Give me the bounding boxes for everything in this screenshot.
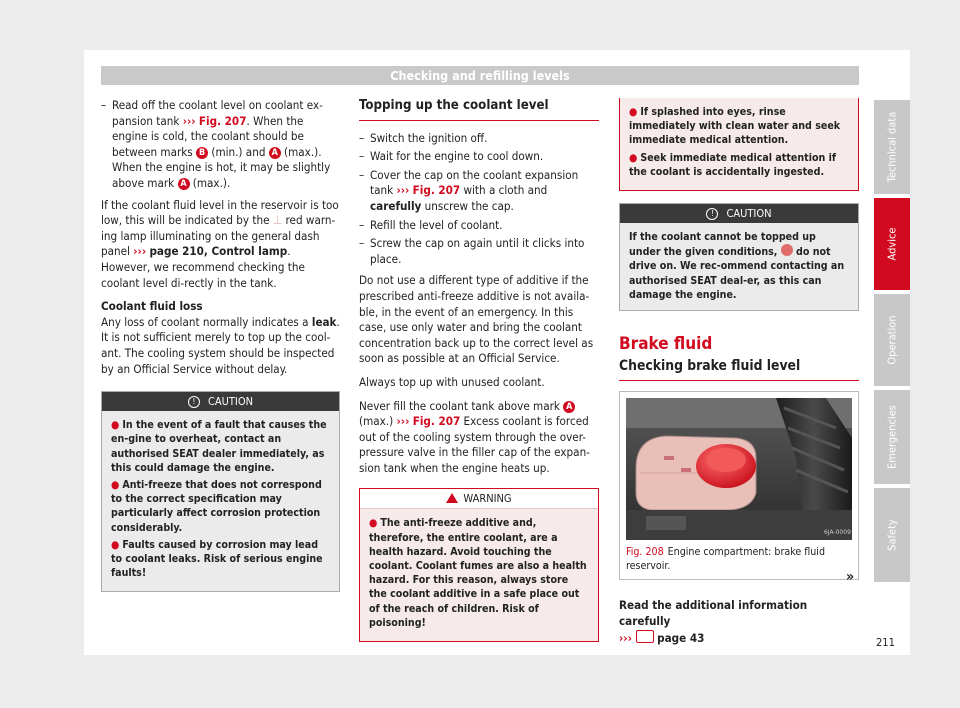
step: – Cover the cap on the coolant expansion tank ››› Fig. 207 with a cloth and carefully unscrew the cap. — [359, 168, 599, 215]
continue-marker: » — [846, 569, 855, 585]
topping-up-heading: Topping up the coolant level — [359, 98, 599, 121]
ref-arrow: ››› — [182, 113, 196, 128]
coolant-level-step: – Read off the coolant level on coolant ex-pansion tank ››› Fig. 207. When the engine is cold, the coolant should be between marks B (min.) and A (max.). When the engine is hot, it may be slightly above mark A (max.). — [101, 98, 340, 192]
caution-box-right: ! CAUTION If the coolant cannot be topped up under the given conditions, do not drive on. We rec-ommend contacting an authorised SEAT deal-er, as this can damage the engine. — [619, 203, 859, 311]
column-middle — [359, 98, 599, 642]
warning-box: WARNING ● The anti-freeze additive and, therefore, the entire coolant, are a health hazard. Avoid touching the coolant. Coolant fumes are also a health hazard. For this reason, always store the coolant additive in a safe place out of the reach of children. Risk of poisoning! — [359, 488, 599, 642]
stop-symbol-icon — [781, 244, 793, 256]
caution-icon: ! — [706, 208, 718, 220]
tab-emergencies[interactable]: Emergencies — [874, 390, 910, 484]
warning-item: ● Seek immediate medical attention if the coolant is accidentally ingested. — [629, 151, 837, 178]
tab-technical-data[interactable]: Technical data — [874, 100, 910, 194]
additive-paragraph: Do not use a different type of additive if the prescribed anti-freeze additive is not availa-ble, in the event of an emergency. In this case, use only water and bring the coolant concentration back up to the correct level as soon as possible at an Official Service. — [359, 273, 594, 366]
caution-item: ● Faults caused by corrosion may lead to coolant leaks. Risk of serious engine faults! — [111, 538, 323, 580]
read-more-text: Read the additional information carefully ››› page 43 — [619, 598, 808, 645]
mark-b-badge: B — [196, 147, 208, 159]
brake-fluid-heading: Brake fluid — [619, 334, 713, 355]
figure-208 — [619, 391, 859, 580]
unused-coolant-paragraph: Always top up with unused coolant. — [359, 374, 545, 389]
coolant-loss-heading: Coolant fluid loss — [101, 299, 203, 314]
tab-advice[interactable]: Advice — [874, 198, 910, 290]
column-right — [619, 98, 859, 654]
fig-207-link[interactable]: Fig. 207 — [412, 183, 461, 198]
overfill-paragraph: Never fill the coolant tank above mark A (max.) ››› Fig. 207 Excess coolant is forced out of the cooling system through the over-pressure valve in the filler cap of the expan-sion tank when the engine heats up. — [359, 398, 590, 475]
caution-box-left: ! CAUTION ● In the event of a fault that causes the en-gine to overheat, contact an authorised SEAT dealer immediately, as this could damage the engine. ● Anti-freeze that does not correspond to the correct specification may particularly affect corrosion protection considerably. ● Faults caused by corrosion may lead to coolant leaks. Risk of serious engine faults! — [101, 391, 340, 592]
caution-item: ● In the event of a fault that causes the en-gine to overheat, contact an authorised SEAT dealer immediately, as this could damage the engine. — [111, 419, 327, 474]
page-number: 211 — [876, 636, 895, 649]
control-lamp-link[interactable]: page 210, Control lamp — [149, 244, 288, 259]
fig-207-link[interactable]: Fig. 207 — [198, 113, 247, 128]
figure-code: 6JA-0009 — [824, 529, 851, 537]
caution-icon: ! — [188, 396, 200, 408]
caution-item: ● Anti-freeze that does not correspond to the correct specification may particularly affect corrosion protection considerably. — [111, 478, 322, 534]
warning-item: ● The anti-freeze additive and, therefore, the entire coolant, are a health hazard. Avoid touching the coolant. Coolant fumes are also a health hazard. For this reason, always store the coolant additive in a safe place out of the reach of children. Risk of poisoning! — [369, 517, 587, 629]
fig-207-link[interactable]: Fig. 207 — [412, 414, 461, 429]
mark-a-badge: A — [178, 178, 190, 190]
step: – Screw the cap on again until it clicks into place. — [359, 236, 599, 267]
column-left — [101, 98, 340, 592]
book-icon — [636, 630, 654, 643]
mark-a-badge: A — [269, 147, 281, 159]
step: – Switch the ignition off. — [359, 131, 599, 147]
tab-operation[interactable]: Operation — [874, 294, 910, 386]
step: – Refill the level of coolant. — [359, 218, 599, 234]
warning-lamp-paragraph: If the coolant fluid level in the reservoir is too low, this will be indicated by the ⊥ red warn-ing lamp illuminating on the general dash panel ››› page 210, Control lamp. However, we recommend checking the coolant level di-rectly in the tank. — [101, 197, 339, 290]
warning-triangle-icon — [446, 493, 458, 503]
brake-reservoir-photo — [626, 398, 852, 540]
coolant-warning-lamp-icon: ⊥ — [272, 213, 283, 228]
figure-caption: Fig. 208 Engine compartment: brake fluid reservoir. — [626, 546, 826, 572]
page-43-link[interactable]: page 43 — [657, 630, 705, 645]
tab-safety[interactable]: Safety — [874, 488, 910, 582]
coolant-loss-paragraph: Any loss of coolant normally indicates a leak. It is not sufficient merely to top up the cool-ant. The cooling system should be inspected by an Official Service without delay. — [101, 314, 340, 376]
mark-a-badge: A — [563, 401, 575, 413]
brake-fluid-subheading: Checking brake fluid level — [619, 359, 859, 382]
step: – Wait for the engine to cool down. — [359, 149, 599, 165]
warning-item: ● If splashed into eyes, rinse immediately with clean water and seek immediate medical attention. — [629, 106, 841, 147]
page-header: Checking and refilling levels — [101, 66, 859, 85]
warning-box-continued — [619, 98, 859, 191]
